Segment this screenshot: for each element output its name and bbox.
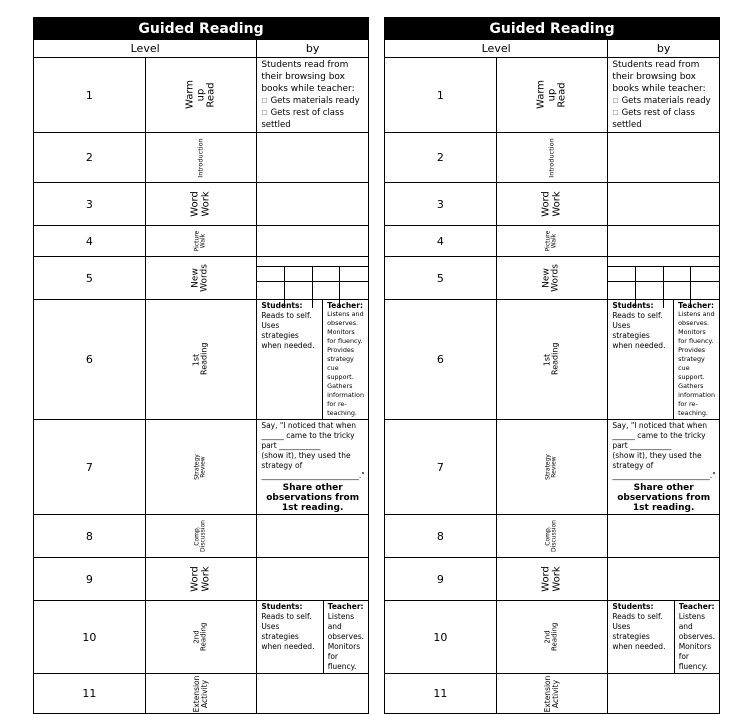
comp-discussion-notes[interactable] — [608, 515, 720, 558]
row-word-work — [385, 183, 720, 226]
row-label-cell — [496, 558, 608, 601]
row-label: Comp. Discussion — [193, 520, 207, 552]
word-work-notes[interactable] — [608, 183, 720, 226]
teacher-line: Listens and observes. — [678, 310, 715, 327]
row-label-cell — [496, 515, 608, 558]
warm-up-content[interactable] — [257, 58, 369, 133]
row-number: 9 — [34, 558, 146, 601]
introduction-notes[interactable] — [257, 133, 369, 183]
row-word-work-2 — [34, 558, 369, 601]
teacher-line: Listens and observes. — [327, 310, 364, 327]
teacher-heading: Teacher: — [327, 301, 363, 310]
row-new-words — [385, 257, 720, 300]
checklist-item: ☐ Gets materials ready — [612, 96, 711, 106]
row-label: New Words — [190, 264, 210, 292]
students-heading: Students: — [612, 301, 654, 310]
teacher-line: Monitors for fluency. — [327, 642, 361, 671]
row-label: 1st Reading — [542, 342, 560, 375]
row-number: 11 — [385, 674, 497, 714]
checklist-item: ☐ Gets materials ready — [261, 96, 360, 106]
teacher-line: Provides strategy cue support. — [678, 346, 706, 381]
teacher-line: Monitors for fluency. — [327, 328, 363, 345]
teacher-line: Listens and observes. — [327, 612, 365, 641]
row-label: New Words — [541, 264, 561, 292]
row-label-cell — [496, 58, 608, 133]
strategy-prompt-line: (show it), they used the strategy of __________________________." — [261, 451, 365, 480]
new-word-slot[interactable] — [313, 266, 341, 308]
row-number: 7 — [34, 420, 146, 515]
sheet-title: Guided Reading — [384, 17, 720, 39]
teacher-heading: Teacher: — [678, 602, 715, 611]
strategy-review-content[interactable] — [257, 420, 369, 515]
picture-walk-notes[interactable] — [608, 226, 720, 257]
row-label: Comp. Discussion — [544, 520, 558, 552]
row-label-cell — [145, 558, 257, 601]
row-number: 8 — [34, 515, 146, 558]
row-word-work-2 — [385, 558, 720, 601]
teacher-column — [674, 300, 719, 419]
checklist-item: ☐ Gets rest of class settled — [261, 108, 344, 130]
row-number: 10 — [34, 601, 146, 674]
row-label: Warm up Read — [184, 79, 217, 109]
row-label: Picture Walk — [544, 230, 558, 252]
new-word-slot[interactable] — [608, 266, 636, 308]
strategy-review-content[interactable] — [608, 420, 720, 515]
row-label-cell — [145, 58, 257, 133]
students-line: Uses strategies when needed. — [612, 321, 666, 350]
row-strategy-review — [385, 420, 720, 515]
row-strategy-review — [34, 420, 369, 515]
students-heading: Students: — [261, 301, 303, 310]
new-word-slot[interactable] — [636, 266, 664, 308]
row-number: 2 — [385, 133, 497, 183]
teacher-line: Provides strategy cue support. — [327, 346, 355, 381]
row-label-cell — [145, 226, 257, 257]
row-number: 2 — [34, 133, 146, 183]
row-comp-discussion — [34, 515, 369, 558]
word-work-notes[interactable] — [257, 183, 369, 226]
row-number: 9 — [385, 558, 497, 601]
teacher-column — [324, 601, 368, 673]
row-warm-up-read — [34, 58, 369, 133]
comp-discussion-notes[interactable] — [257, 515, 369, 558]
checkbox-icon[interactable]: ☐ — [612, 97, 619, 105]
teacher-line: Gathers information for re-teaching. — [327, 382, 365, 417]
row-first-reading — [34, 300, 369, 420]
row-label: 2nd Reading — [543, 622, 559, 651]
guided-reading-sheet-left — [33, 17, 369, 712]
word-work-2-notes[interactable] — [608, 558, 720, 601]
students-column — [608, 300, 674, 419]
students-column — [257, 601, 323, 673]
row-label-cell — [145, 601, 257, 674]
strategy-prompt-line: (show it), they used the strategy of __________________________." — [612, 451, 716, 480]
row-label: 1st Reading — [191, 342, 209, 375]
teacher-column — [323, 300, 368, 419]
row-number: 3 — [34, 183, 146, 226]
teacher-column — [675, 601, 719, 673]
row-number: 5 — [34, 257, 146, 300]
row-new-words — [34, 257, 369, 300]
students-line: Uses strategies when needed. — [612, 622, 666, 651]
row-label-cell — [145, 257, 257, 300]
row-extension-activity — [385, 674, 720, 714]
row-comp-discussion — [385, 515, 720, 558]
sheet-title: Guided Reading — [33, 17, 369, 39]
share-observations: Share other observations from 1st reading. — [266, 483, 360, 513]
teacher-line: Listens and observes. — [678, 612, 716, 641]
teacher-line: Monitors for fluency. — [678, 328, 714, 345]
row-word-work — [34, 183, 369, 226]
students-column — [257, 300, 323, 419]
row-label: Word Work — [189, 191, 211, 217]
new-words-grid[interactable] — [257, 257, 369, 300]
new-word-slot[interactable] — [664, 266, 692, 308]
row-label: Introduction — [547, 137, 556, 178]
row-picture-walk — [34, 226, 369, 257]
checklist-item: ☐ Gets rest of class settled — [612, 108, 695, 130]
first-reading-content[interactable] — [608, 300, 720, 420]
by-field[interactable]: by — [257, 40, 369, 58]
row-label-cell — [496, 133, 608, 183]
level-field[interactable]: Level — [385, 40, 608, 58]
row-second-reading — [34, 601, 369, 674]
row-label-cell — [496, 183, 608, 226]
level-field[interactable]: Level — [34, 40, 257, 58]
new-word-slot[interactable] — [691, 266, 719, 308]
row-introduction — [34, 133, 369, 183]
row-introduction — [385, 133, 720, 183]
row-number: 4 — [34, 226, 146, 257]
teacher-heading: Teacher: — [678, 301, 714, 310]
students-line: Uses strategies when needed. — [261, 321, 315, 350]
row-label-cell — [496, 674, 608, 714]
row-label: Word Work — [540, 566, 562, 592]
row-first-reading — [385, 300, 720, 420]
extension-activity-notes[interactable] — [257, 674, 369, 714]
extension-activity-notes[interactable] — [608, 674, 720, 714]
row-picture-walk — [385, 226, 720, 257]
row-label-cell — [496, 257, 608, 300]
row-label-cell — [496, 300, 608, 420]
warm-up-content[interactable] — [608, 58, 720, 133]
row-label-cell — [496, 226, 608, 257]
word-work-2-notes[interactable] — [257, 558, 369, 601]
students-line: Uses strategies when needed. — [261, 622, 315, 651]
share-observations: Share other observations from 1st reading. — [617, 483, 711, 513]
teacher-heading: Teacher: — [327, 602, 364, 611]
students-heading: Students: — [612, 602, 654, 611]
students-column — [608, 601, 674, 673]
row-number: 8 — [385, 515, 497, 558]
by-field[interactable]: by — [608, 40, 720, 58]
row-number: 3 — [385, 183, 497, 226]
row-label: Warm up Read — [535, 79, 568, 109]
checkbox-icon[interactable]: ☐ — [261, 97, 268, 105]
row-label-cell — [496, 601, 608, 674]
row-number: 6 — [34, 300, 146, 420]
students-heading: Students: — [261, 602, 303, 611]
checkbox-icon[interactable]: ☐ — [261, 109, 268, 117]
row-label: Extension Activity — [543, 675, 560, 712]
row-warm-up-read — [385, 58, 720, 133]
first-reading-content[interactable] — [257, 300, 369, 420]
new-words-columns — [608, 266, 719, 308]
new-words-columns — [257, 266, 368, 308]
row-label-cell — [145, 133, 257, 183]
row-label-cell — [145, 300, 257, 420]
row-second-reading — [385, 601, 720, 674]
strategy-prompt-line: Say, "I noticed that when ______ came to the tricky part ___________ — [261, 421, 357, 450]
new-words-grid[interactable] — [608, 257, 720, 300]
guided-reading-sheet-right — [384, 17, 720, 712]
checkbox-icon[interactable]: ☐ — [612, 109, 619, 117]
row-label-cell — [145, 674, 257, 714]
row-label-cell — [145, 183, 257, 226]
row-label-cell — [145, 515, 257, 558]
row-label: 2nd Reading — [192, 622, 208, 651]
row-number: 10 — [385, 601, 497, 674]
students-line: Reads to self. — [261, 311, 312, 320]
row-label: Strategy Review — [544, 454, 558, 480]
row-label-cell — [145, 420, 257, 515]
row-label: Picture Walk — [193, 230, 207, 252]
row-number: 7 — [385, 420, 497, 515]
new-word-slot[interactable] — [257, 266, 285, 308]
row-number: 1 — [385, 58, 497, 133]
row-label: Strategy Review — [193, 454, 207, 480]
row-label: Word Work — [189, 566, 211, 592]
second-reading-content[interactable] — [257, 601, 369, 674]
warm-up-intro: Students read from their browsing box books while teacher: — [261, 60, 355, 94]
new-word-slot[interactable] — [285, 266, 313, 308]
lesson-table — [33, 39, 369, 714]
new-word-slot[interactable] — [340, 266, 368, 308]
lesson-table — [384, 39, 720, 714]
students-line: Reads to self. — [261, 612, 312, 621]
row-number: 4 — [385, 226, 497, 257]
introduction-notes[interactable] — [608, 133, 720, 183]
row-number: 11 — [34, 674, 146, 714]
row-label: Extension Activity — [192, 675, 209, 712]
row-label-cell — [496, 420, 608, 515]
strategy-prompt-line: Say, "I noticed that when ______ came to the tricky part ___________ — [612, 421, 708, 450]
teacher-line: Monitors for fluency. — [678, 642, 712, 671]
students-line: Reads to self. — [612, 612, 663, 621]
teacher-line: Gathers information for re-teaching. — [678, 382, 716, 417]
row-label: Introduction — [196, 137, 205, 178]
students-line: Reads to self. — [612, 311, 663, 320]
row-extension-activity — [34, 674, 369, 714]
row-number: 6 — [385, 300, 497, 420]
header-row — [34, 40, 369, 58]
header-row — [385, 40, 720, 58]
row-number: 1 — [34, 58, 146, 133]
warm-up-intro: Students read from their browsing box books while teacher: — [612, 60, 706, 94]
second-reading-content[interactable] — [608, 601, 720, 674]
row-number: 5 — [385, 257, 497, 300]
picture-walk-notes[interactable] — [257, 226, 369, 257]
row-label: Word Work — [540, 191, 562, 217]
